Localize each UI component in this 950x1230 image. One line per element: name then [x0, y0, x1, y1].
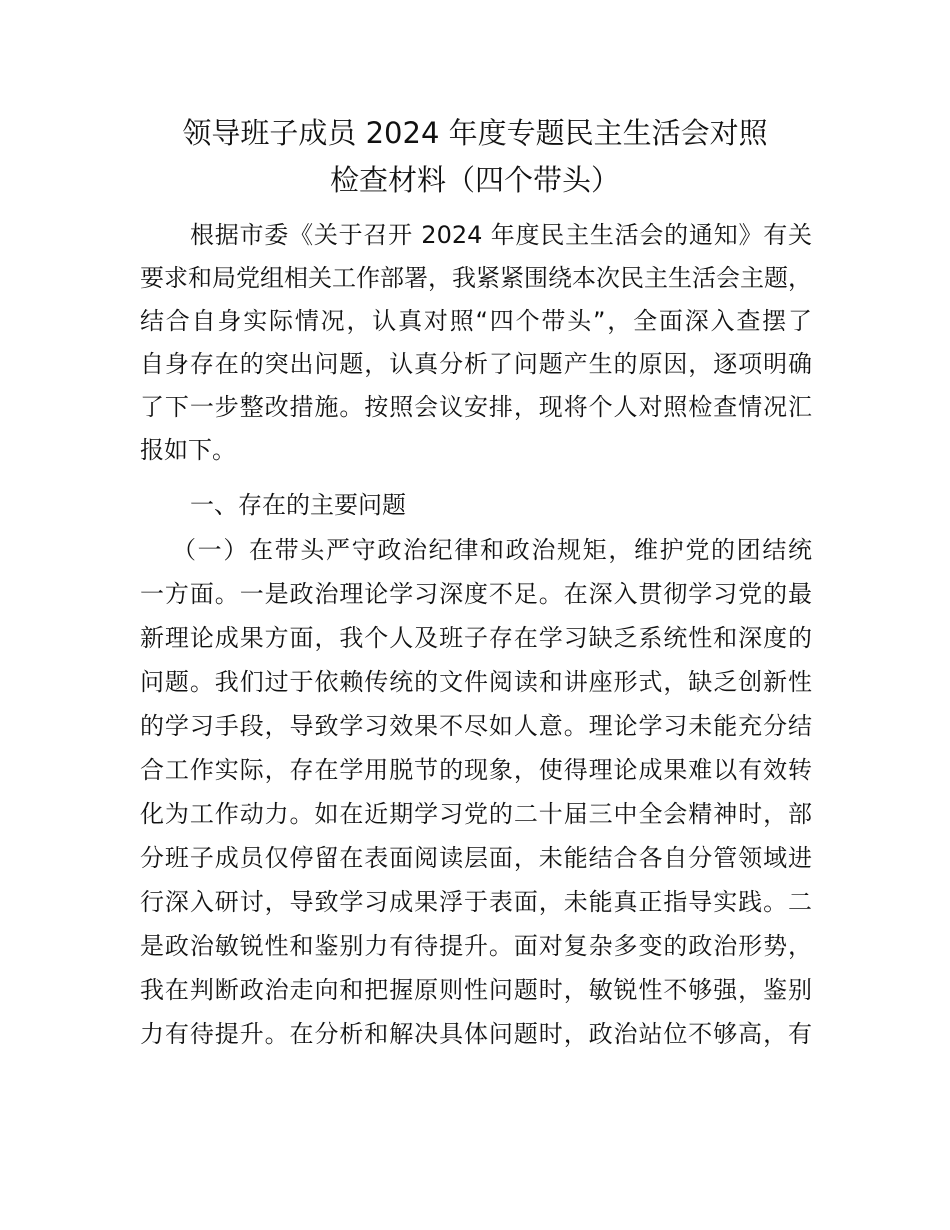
intro-line: 要求和局党组相关工作部署，我紧紧围绕本次民主生活会主题，: [140, 264, 812, 292]
intro-line: 自身存在的突出问题，认真分析了问题产生的原因，逐项明确: [140, 350, 812, 378]
body-line: （一）在带头严守政治纪律和政治规矩，维护党的团结统: [172, 536, 812, 564]
body-line: 的学习手段，导致学习效果不尽如人意。理论学习未能充分结: [140, 712, 812, 740]
intro-line: 了下一步整改措施。按照会议安排，现将个人对照检查情况汇: [140, 393, 812, 421]
body-line: 是政治敏锐性和鉴别力有待提升。面对复杂多变的政治形势，: [140, 932, 812, 960]
body-line: 力有待提升。在分析和解决具体问题时，政治站位不够高，有: [140, 1020, 812, 1048]
body-line: 问题。我们过于依赖传统的文件阅读和讲座形式，缺乏创新性: [140, 668, 812, 696]
document-title-line-2: 检查材料（四个带头）: [329, 163, 620, 197]
body-line: 分班子成员仅停留在表面阅读层面，未能结合各自分管领域进: [140, 844, 812, 872]
intro-line: 结合自身实际情况，认真对照“四个带头”，全面深入查摆了: [140, 307, 812, 335]
body-line: 一方面。一是政治理论学习深度不足。在深入贯彻学习党的最: [140, 580, 812, 608]
body-line: 合工作实际，存在学用脱节的现象，使得理论成果难以有效转: [140, 756, 812, 784]
body-line: 我在判断政治走向和把握原则性问题时，敏锐性不够强，鉴别: [140, 976, 812, 1004]
document-title-line-1: 领导班子成员 2024 年度专题民主生活会对照: [182, 116, 768, 150]
body-line: 新理论成果方面，我个人及班子存在学习缺乏系统性和深度的: [140, 624, 812, 652]
section-heading: 一、存在的主要问题: [190, 491, 406, 519]
intro-line: 根据市委《关于召开 2024 年度民主生活会的通知》有关: [190, 221, 812, 249]
body-line: 行深入研讨，导致学习成果浮于表面，未能真正指导实践。二: [140, 888, 812, 916]
intro-line: 报如下。: [140, 436, 236, 464]
body-line: 化为工作动力。如在近期学习党的二十届三中全会精神时，部: [140, 800, 812, 828]
